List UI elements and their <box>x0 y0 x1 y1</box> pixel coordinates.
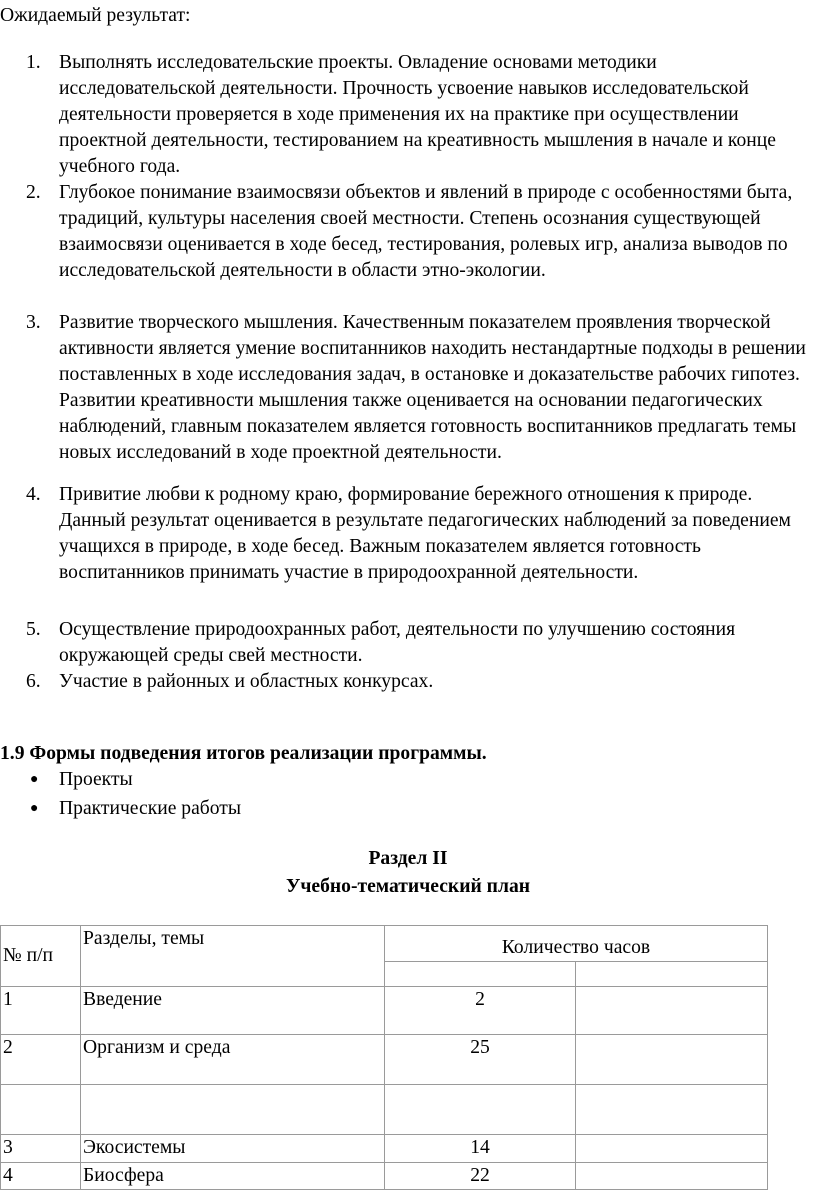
table-cell: 2 <box>1 1035 81 1085</box>
table-cell <box>576 1135 768 1163</box>
list-item <box>0 767 241 793</box>
table-cell: 3 <box>1 1135 81 1163</box>
list-item-text: Осуществление природоохранных работ, деятельности по улучшению состояния окружающей среды свей местности. <box>59 619 736 666</box>
table-cell <box>385 1085 576 1135</box>
table-cell: 2 <box>385 987 576 1035</box>
list-item <box>0 180 816 310</box>
list-item <box>0 50 816 180</box>
table-cell <box>576 1035 768 1085</box>
list-item <box>0 482 816 617</box>
list-number: 6. <box>26 671 41 692</box>
bullet-icon: ● <box>30 772 39 787</box>
table-cell <box>576 1085 768 1135</box>
list-item-text: Выполнять исследовательские проекты. Овладение основами методики исследовательской деятельности. Прочность усвоение навыков исследовательской деятельности проверяется в ходе применения их на практике при осуществлении проектной деятельности, тестированием на креативность мышления в начале и конце учебного года. <box>59 52 776 177</box>
list-number: 1. <box>26 52 41 73</box>
table-cell: 1 <box>1 987 81 1035</box>
list-number: 3. <box>26 312 41 333</box>
table-cell <box>81 1085 385 1135</box>
table-cell: Биосфера <box>81 1163 385 1190</box>
table-cell <box>1 1085 81 1135</box>
list-number: 2. <box>26 182 41 203</box>
list-item-text: Практические работы <box>59 798 242 819</box>
table-header-row <box>1 926 768 962</box>
table-cell <box>385 962 576 987</box>
list-item-text: Привитие любви к родному краю, формирование бережного отношения к природе. Данный результат оценивается в результате педагогических наблюдений за поведением учащихся в природе, в ходе бесед. Важным показателем является готовность воспитанников принимать участие в природоохранной деятельности. <box>59 484 791 583</box>
list-item <box>0 796 241 822</box>
table-cell <box>576 962 768 987</box>
table-cell: 25 <box>385 1035 576 1085</box>
table-row <box>1 1135 768 1163</box>
list-item <box>0 310 816 482</box>
table-row <box>1 987 768 1035</box>
table-cell: Введение <box>81 987 385 1035</box>
list-item-text: Развитие творческого мышления. Качественным показателем проявления творческой активности является умение воспитанников находить нестандартные подходы в решении поставленных в ходе исследования задач, в остановке и доказательстве рабочих гипотез. Развитии креативности мышления также оценивается на основании педагогических наблюдений, главным показателем является готовность воспитанников предлагать темы новых исследований в ходе проектной деятельности. <box>59 312 806 463</box>
list-item-text: Участие в районных и областных конкурсах. <box>59 671 434 692</box>
section-title: 1.9 Формы подведения итогов реализации программы. <box>0 743 487 764</box>
table-cell <box>576 1163 768 1190</box>
table-row <box>1 1163 768 1190</box>
table-cell: 4 <box>1 1163 81 1190</box>
expected-results-list <box>0 50 816 695</box>
list-item-text: Глубокое понимание взаимосвязи объектов и явлений в природе с особенностями быта, традиций, культуры населения своей местности. Степень осознания существующей взаимосвязи оценивается в ходе бесед, тестирования, ролевых игр, анализа выводов по исследовательской деятельности в области этно-экологии. <box>59 182 793 281</box>
list-item <box>0 669 816 695</box>
section-subheading: Учебно-тематический план <box>285 876 531 897</box>
table-cell: 14 <box>385 1135 576 1163</box>
header-hours: Количество часов <box>385 926 768 962</box>
section-heading: Раздел II <box>368 848 448 869</box>
table-cell: 22 <box>385 1163 576 1190</box>
list-item <box>0 617 816 669</box>
table-cell: Экосистемы <box>81 1135 385 1163</box>
intro-label: Ожидаемый результат: <box>0 5 191 26</box>
header-num: № п/п <box>1 926 81 987</box>
summary-forms-list <box>0 767 241 822</box>
table-row <box>1 1035 768 1085</box>
bullet-icon: ● <box>30 801 39 816</box>
table-row <box>1 1085 768 1135</box>
list-item-text: Проекты <box>59 769 133 790</box>
table-cell <box>576 987 768 1035</box>
header-topic: Разделы, темы <box>81 926 385 987</box>
curriculum-table <box>0 925 768 1190</box>
list-number: 4. <box>26 484 41 505</box>
table-cell: Организм и среда <box>81 1035 385 1085</box>
list-number: 5. <box>26 619 41 640</box>
